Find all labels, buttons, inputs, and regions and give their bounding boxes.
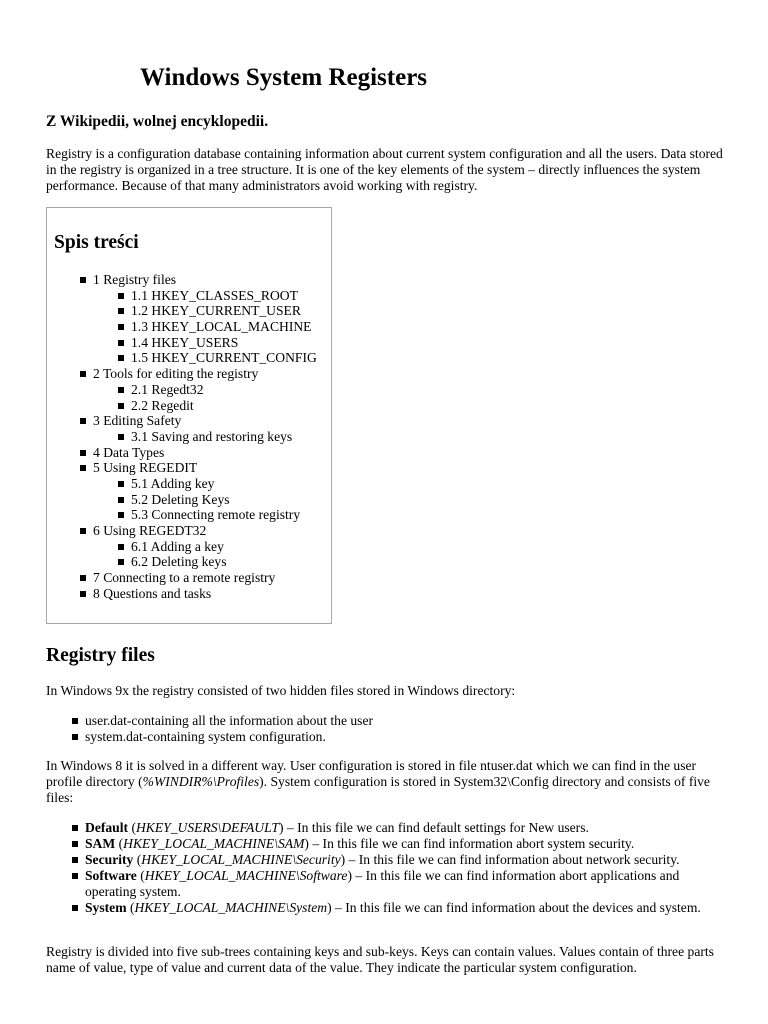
square-bullet-icon — [72, 857, 78, 863]
toc-item[interactable] — [118, 303, 317, 319]
toc-item[interactable] — [118, 554, 317, 570]
toc-item-label: 2 Tools for editing the registry — [93, 366, 259, 382]
square-bullet-icon — [80, 465, 86, 471]
toc-item[interactable] — [118, 539, 317, 555]
toc-item[interactable] — [80, 445, 317, 461]
toc-item-label: 1.5 HKEY_CURRENT_CONFIG — [131, 350, 317, 366]
square-bullet-icon — [72, 825, 78, 831]
square-bullet-icon — [118, 559, 124, 565]
hive-name: Software — [85, 868, 137, 883]
toc-item[interactable] — [80, 586, 317, 602]
toc-item[interactable] — [118, 429, 317, 445]
square-bullet-icon — [80, 575, 86, 581]
hive-name: SAM — [85, 836, 116, 851]
hive-list-item: SAM (HKEY_LOCAL_MACHINE\SAM) – In this file we can find information abort system security. — [72, 836, 726, 852]
toc-item-label: 1.2 HKEY_CURRENT_USER — [131, 303, 301, 319]
para2-text-before: In Windows 8 it is solved in a different way. User configuration is stored in file ntuser.dat which we can find in the user profile directory ( — [46, 758, 697, 789]
toc-item-label: 8 Questions and tasks — [93, 585, 212, 601]
toc-heading: Spis treści — [54, 232, 139, 253]
hive-registry-path: HKEY_LOCAL_MACHINE\Software — [144, 868, 348, 883]
square-bullet-icon — [72, 841, 78, 847]
registry-files-paragraph-3: Registry is divided into five sub-trees containing keys and sub-keys. Keys can contain values. Values contain of three parts name of value, type of value and current data of the value. They indicate the particular system configuration. — [46, 944, 714, 975]
toc-list — [80, 272, 317, 601]
hive-registry-path: HKEY_LOCAL_MACHINE\System — [134, 900, 328, 915]
square-bullet-icon — [80, 591, 86, 597]
toc-item-label: 1.3 HKEY_LOCAL_MACHINE — [131, 319, 312, 335]
square-bullet-icon — [80, 277, 86, 283]
toc-item-label: 6.2 Deleting keys — [131, 554, 227, 570]
toc-item-label: 1.1 HKEY_CLASSES_ROOT — [131, 287, 298, 303]
hive-files-list — [72, 820, 726, 916]
hive-description: – In this file we can find information abort applications and operating system. — [85, 868, 680, 899]
toc-item[interactable] — [80, 413, 317, 429]
square-bullet-icon — [72, 905, 78, 911]
square-bullet-icon — [118, 355, 124, 361]
toc-item-label: 6 Using REGEDT32 — [93, 523, 207, 538]
square-bullet-icon — [118, 544, 124, 550]
square-bullet-icon — [118, 293, 124, 299]
hive-description: – In this file we can find information abort system security. — [308, 836, 635, 851]
toc-item[interactable] — [118, 335, 317, 351]
toc-item-label: 5 Using REGEDIT — [93, 460, 198, 476]
square-bullet-icon — [118, 308, 124, 314]
square-bullet-icon — [118, 340, 124, 346]
toc-item-label: 5.1 Adding key — [131, 475, 215, 491]
square-bullet-icon — [72, 718, 78, 724]
page-subtitle: Z Wikipedii, wolnej encyklopedii. — [46, 113, 269, 130]
toc-item-label: 1 Registry files — [93, 272, 177, 287]
hive-registry-path: HKEY_USERS\DEFAULT — [135, 820, 279, 835]
toc-item-label: 2.2 Regedit — [131, 397, 194, 413]
profiles-path: %WINDIR%\Profiles — [142, 774, 260, 789]
square-bullet-icon — [80, 418, 86, 424]
hive-name: System — [85, 900, 127, 915]
square-bullet-icon — [118, 387, 124, 393]
toc-item[interactable] — [118, 382, 317, 398]
square-bullet-icon — [72, 734, 78, 740]
square-bullet-icon — [80, 528, 86, 534]
toc-item[interactable] — [80, 523, 317, 539]
square-bullet-icon — [118, 403, 124, 409]
toc-item-label: 3.1 Saving and restoring keys — [131, 428, 293, 444]
square-bullet-icon — [118, 324, 124, 330]
hive-description: – In this file we can find information about network security. — [345, 852, 680, 867]
hive-description: – In this file we can find default settings for New users. — [283, 820, 589, 835]
hive-list-item: Security (HKEY_LOCAL_MACHINE\Security) – In this file we can find information about network security. — [72, 852, 726, 868]
hive-list-item: Default (HKEY_USERS\DEFAULT) – In this file we can find default settings for New users. — [72, 820, 726, 836]
para2-text-after: ). System configuration is stored in System32\Config directory and consists of five files: — [46, 774, 710, 805]
toc-item[interactable] — [118, 350, 317, 366]
toc-item[interactable] — [118, 507, 317, 523]
square-bullet-icon — [118, 434, 124, 440]
toc-item-label: 6.1 Adding a key — [131, 538, 224, 554]
square-bullet-icon — [118, 512, 124, 518]
toc-item[interactable] — [118, 288, 317, 304]
toc-item-label: 5.2 Deleting Keys — [131, 491, 230, 507]
hive-registry-path: HKEY_LOCAL_MACHINE\Security — [141, 852, 341, 867]
hive-name: Security — [85, 852, 134, 867]
toc-item-label: 3 Editing Safety — [93, 413, 182, 429]
toc-item[interactable] — [80, 272, 317, 288]
page-title: Windows System Registers — [140, 64, 428, 91]
intro-paragraph: Registry is a configuration database containing information about current system configuration and all the users. Data stored in the registry is organized in a tree structure. It is one of the key elements of the system – directly influences the system performance. Because of that many administrators avoid working with registry. — [46, 146, 723, 193]
list-item-text: system.dat-containing system configuration. — [85, 729, 326, 744]
hive-description: – In this file we can find information about the devices and system. — [331, 900, 701, 915]
toc-item-label: 4 Data Types — [93, 444, 165, 460]
toc-item[interactable] — [80, 366, 317, 382]
list-item-text: user.dat-containing all the information about the user — [85, 713, 374, 728]
square-bullet-icon — [118, 497, 124, 503]
toc-item[interactable] — [118, 492, 317, 508]
hive-list-item: Software (HKEY_LOCAL_MACHINE\Software) – In this file we can find information abort applications and operating system. — [72, 868, 726, 900]
section-heading-registry-files: Registry files — [46, 645, 155, 666]
toc-item-label: 5.3 Connecting remote registry — [131, 507, 301, 523]
hive-registry-path: HKEY_LOCAL_MACHINE\SAM — [123, 836, 305, 851]
toc-item[interactable] — [118, 398, 317, 414]
square-bullet-icon — [80, 450, 86, 456]
toc-item[interactable] — [118, 319, 317, 335]
hidden-files-list — [72, 713, 373, 745]
hive-name: Default — [85, 820, 129, 835]
toc-item-label: 7 Connecting to a remote registry — [93, 570, 276, 586]
list-item — [72, 729, 373, 745]
toc-item-label: 1.4 HKEY_USERS — [131, 334, 239, 350]
toc-item[interactable] — [80, 460, 317, 476]
toc-item[interactable] — [80, 570, 317, 586]
list-item — [72, 713, 373, 729]
square-bullet-icon — [72, 873, 78, 879]
hive-list-item: System (HKEY_LOCAL_MACHINE\System) – In this file we can find information about the devices and system. — [72, 900, 726, 916]
square-bullet-icon — [118, 481, 124, 487]
registry-files-paragraph-1: In Windows 9x the registry consisted of two hidden files stored in Windows directory: — [46, 683, 516, 698]
square-bullet-icon — [80, 371, 86, 377]
registry-files-paragraph-2 — [46, 758, 726, 806]
toc-item[interactable] — [118, 476, 317, 492]
toc-item-label: 2.1 Regedt32 — [131, 381, 204, 397]
